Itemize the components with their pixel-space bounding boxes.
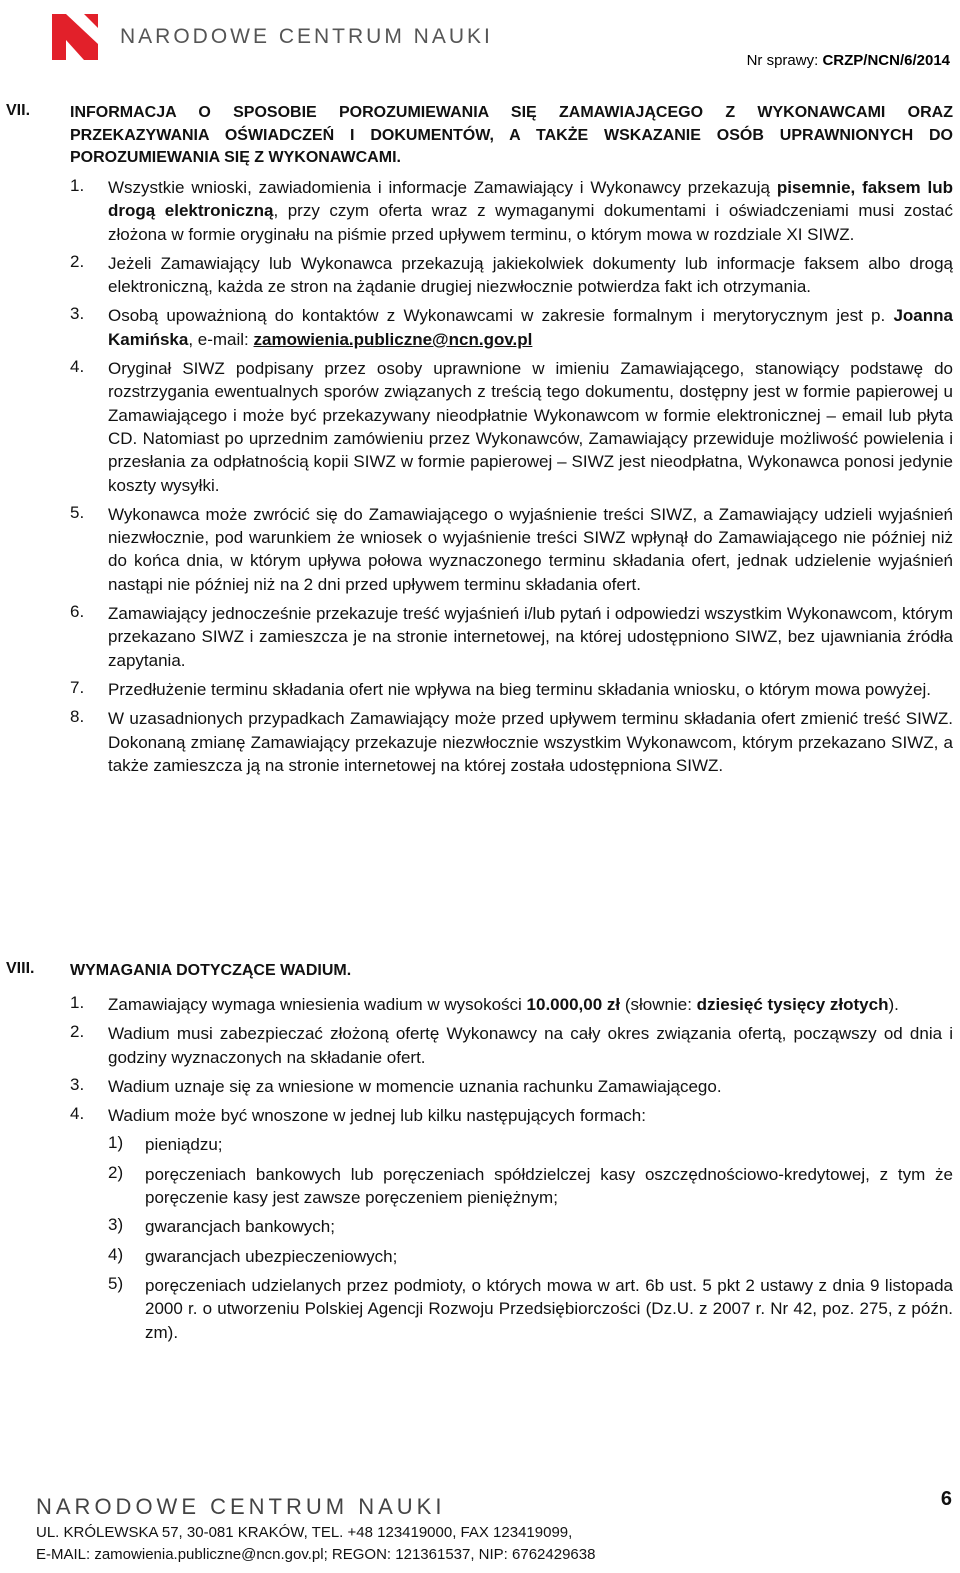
sub-item-text: pieniądzu; xyxy=(145,1135,223,1155)
sub-list-item xyxy=(0,1245,960,1268)
item-number: 2. xyxy=(70,251,85,271)
text-part: , e-mail: xyxy=(188,329,254,349)
page-number: 6 xyxy=(940,1488,952,1510)
sub-item-number: 4) xyxy=(108,1244,124,1264)
footer-contact-line: E-MAIL: zamowienia.publiczne@ncn.gov.pl; REGON: 121361537, NIP: 6762429638 xyxy=(36,1546,596,1563)
list-item xyxy=(0,1022,960,1069)
footer-address-line: UL. KRÓLEWSKA 57, 30-081 KRAKÓW, TEL. +48 123419000, FAX 123419099, xyxy=(36,1524,573,1541)
list-item xyxy=(0,357,960,497)
list-item xyxy=(0,707,960,777)
contact-email-link[interactable]: zamowienia.publiczne@ncn.gov.pl xyxy=(253,329,533,349)
contact-name: Joanna Kamińska xyxy=(108,306,953,349)
item-text xyxy=(108,304,953,351)
sub-item-text: poręczeniach bankowych lub poręczeniach spółdzielczej kasy oszczędnościowo-kredytowej, z tym że poręczenie kasy jest zawsze poręczeniem pieniężnym; xyxy=(145,1164,953,1208)
list-item xyxy=(0,602,960,672)
section-title: INFORMACJA O SPOSOBIE POROZUMIEWANIA SIĘ ZAMAWIAJĄCEGO Z WYKONAWCAMI ORAZ PRZEKAZYWANIA OŚWIADCZEŃ I DOKUMENTÓW, A TAKŻE WSKAZANIE OSÓB UPRAWNIONYCH DO POROZUMIEWANIA SIĘ Z WYKONAWCAMI. xyxy=(70,104,953,166)
item-number: 1. xyxy=(70,176,85,195)
item-text: Wykonawca może zwrócić się do Zamawiającego o wyjaśnienie treści SIWZ, a Zamawiający udzieli wyjaśnień niezwłocznie, pod warunkiem że wniosek o wyjaśnienie treści SIWZ wpłynął do Zamawiającego nie później niż do końca dnia, w którym upływa połowa wyznaczonego terminu składania ofert, jednak udzielenie wyjaśnień nastąpi nie później niż na 2 dni przed upływem terminu składania ofert. xyxy=(108,504,953,594)
sub-list-item xyxy=(0,1215,960,1238)
item-number: 3. xyxy=(70,304,85,324)
list-item xyxy=(0,1104,960,1344)
item-text xyxy=(108,176,953,246)
list-item xyxy=(0,503,960,596)
text-part: Wszystkie wnioski, zawiadomienia i informacje Zamawiający i Wykonawcy przekazują xyxy=(108,178,777,197)
sub-item-text: gwarancjach ubezpieczeniowych; xyxy=(145,1246,398,1266)
item-number: 7. xyxy=(70,677,85,697)
item-text: Oryginał SIWZ podpisany przez osoby uprawnione w imieniu Zamawiającego, stanowiący podstawę do rozstrzygania ewentualnych sporów związanych z treścią tego dokumentu, dostępny jest w formie papierowej u Zamawiającego i może być przekazywany nieodpłatnie Wykonawcom w formie elektronicznej – email lub płyta CD. Natomiast po uprzednim zamówieniu przez Wykonawców, Zamawiający przewiduje możliwość powielenia i przesłania za odpłatnością kopii SIWZ w formie papierowej – SIWZ jest nieodpłatna, Wykonawca ponosi jedynie koszty wysyłki. xyxy=(108,359,953,495)
text-part: ). xyxy=(888,995,899,1014)
sub-item-number: 5) xyxy=(108,1273,124,1293)
list-item xyxy=(0,678,960,701)
sub-list-item xyxy=(0,1163,960,1210)
item-number: 6. xyxy=(70,602,85,622)
item-number: 3. xyxy=(70,1074,85,1094)
text-part: (słownie: xyxy=(620,995,697,1014)
list-item xyxy=(0,252,960,299)
text-emphasis: pisemnie, faksem lub drogą elektroniczną xyxy=(108,178,953,221)
wadium-amount: 10.000,00 zł xyxy=(526,995,621,1014)
sub-list-item xyxy=(0,1133,960,1156)
list-item xyxy=(0,993,960,1016)
item-text: Wadium uznaje się za wniesione w momencie uznania rachunku Zamawiającego. xyxy=(108,1076,722,1096)
item-text: Jeżeli Zamawiający lub Wykonawca przekazują jakiekolwiek dokumenty lub informacje faksem albo drogą elektroniczną, każda ze stron na żądanie drugiej niezwłocznie potwierdza fakt ich otrzymania. xyxy=(108,253,953,297)
footer-address xyxy=(36,1522,595,1566)
ncn-logo-icon xyxy=(52,14,98,60)
case-number xyxy=(747,52,950,69)
item-text: W uzasadnionych przypadkach Zamawiający może przed upływem terminu składania ofert zmienić treść SIWZ. Dokonaną zmianę Zamawiający przekazuje niezwłocznie wszystkim Wykonawcom, którym przekazano SIWZ, a także zamieszcza ją na stronie internetowej na której została udostępniona SIWZ. xyxy=(108,709,953,775)
header-logo xyxy=(52,14,493,60)
sub-item-text: gwarancjach bankowych; xyxy=(145,1217,335,1237)
case-label: Nr sprawy: xyxy=(746,52,819,69)
sub-item-number: 3) xyxy=(108,1215,124,1235)
text-part: Zamawiający wymaga wniesienia wadium w wysokości xyxy=(108,995,527,1014)
item-number: 8. xyxy=(70,707,85,727)
section-number: VII. xyxy=(6,102,31,119)
item-number: 2. xyxy=(70,1022,85,1042)
section-viii-list xyxy=(0,993,960,1350)
sub-item-number: 1) xyxy=(108,1133,124,1153)
sub-list-item xyxy=(0,1274,960,1344)
wadium-amount-words: dziesięć tysięcy złotych xyxy=(696,995,889,1014)
item-number: 1. xyxy=(70,993,85,1012)
item-text: Przedłużenie terminu składania ofert nie wpływa na bieg terminu składania wniosku, o którym mowa powyżej. xyxy=(108,679,932,699)
item-number: 5. xyxy=(70,502,85,522)
item-number: 4. xyxy=(70,357,85,377)
list-item xyxy=(0,176,960,246)
case-value: CRZP/NCN/6/2014 xyxy=(822,52,950,69)
item-text: Wadium musi zabezpieczać złożoną ofertę Wykonawcy na cały okres związania ofertą, począwszy od dnia i godziny wyznaczonych na składanie ofert. xyxy=(108,1024,953,1067)
footer-brand: NARODOWE CENTRUM NAUKI xyxy=(36,1494,446,1519)
section-title: WYMAGANIA DOTYCZĄCE WADIUM. xyxy=(70,962,352,979)
section-number: VIII. xyxy=(6,960,35,977)
header-brand: NARODOWE CENTRUM NAUKI xyxy=(120,25,493,48)
sub-item-number: 2) xyxy=(108,1162,124,1182)
text-part: , przy czym oferta wraz z wymaganymi dokumentami i oświadczeniami musi zostać złożona w formie oryginału na piśmie przed upływem terminu, o którym mowa w rozdziale XI SIWZ. xyxy=(108,201,953,244)
list-item xyxy=(0,304,960,351)
item-text: Zamawiający jednocześnie przekazuje treść wyjaśnień i/lub pytań i odpowiedzi wszystkim Wykonawcom, którym przekazano SIWZ i zamieszcza je na stronie internetowej, na której udostępniono SIWZ, bez ujawniania źródła zapytania. xyxy=(108,604,953,670)
wadium-forms-list xyxy=(0,1133,960,1343)
text-part: Osobą upoważnioną do kontaktów z Wykonawcami w zakresie formalnym i merytorycznym jest p. xyxy=(108,306,894,326)
sub-item-text: poręczeniach udzielanych przez podmioty, o których mowa w art. 6b ust. 5 pkt 2 ustawy z dnia 9 listopada 2000 r. o utworzeniu Polskiej Agencji Rozwoju Przedsiębiorczości (Dz.U. z 2007 r. Nr 42, poz. 275, z późn. zm). xyxy=(145,1275,953,1342)
item-text: Wadium może być wnoszone w jednej lub kilku następujących formach: xyxy=(108,1106,646,1126)
section-vii-list xyxy=(0,176,960,783)
list-item xyxy=(0,1075,960,1098)
item-text xyxy=(108,993,953,1016)
item-number: 4. xyxy=(70,1104,85,1124)
